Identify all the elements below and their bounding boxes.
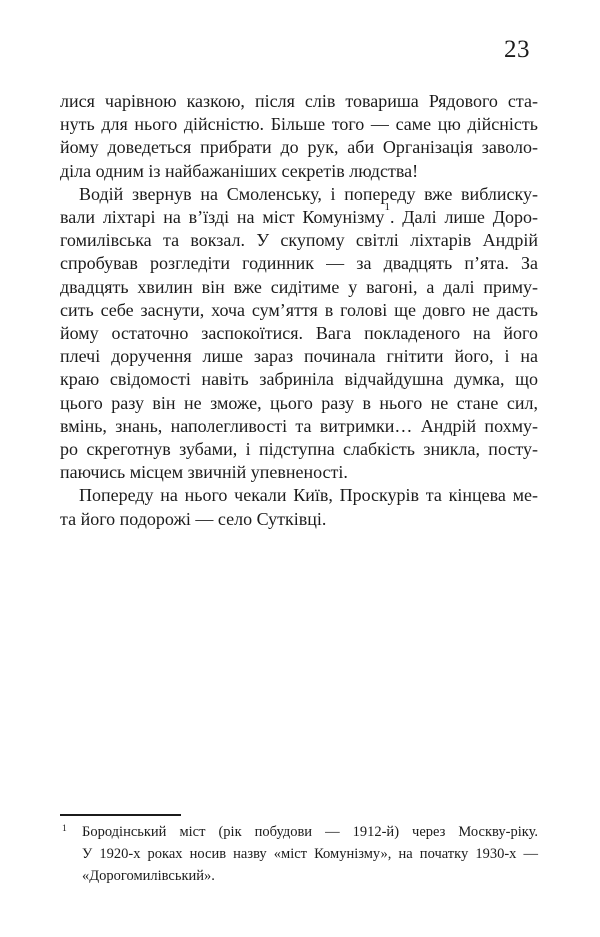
paragraph (60, 183, 538, 485)
footnote-line: Бородінський міст (рік побудови — 1912-й) через Москву-ріку. (82, 823, 538, 840)
text-line: сить себе заснути, хоча сум’яття в голові ще довго не дасть (60, 299, 538, 320)
text-line: спробував розгледіти годинник — за двадцять п’ята. За (60, 253, 538, 274)
footnote-line: «Дорогомилівський». (82, 867, 215, 884)
text-segment: . Далі лише Доро- (389, 207, 538, 228)
footnote-text (60, 821, 538, 887)
text-line: плечі доручення лише зараз починала гнітити його, і на (60, 346, 538, 367)
text-line: Водій звернув на Смоленську, і попереду вже виблиску- (79, 183, 538, 204)
text-segment: вали ліхтарі на в’їзді на міст Комунізму (60, 207, 385, 228)
text-line: краю свідомості навіть забриніла відчайдушна думка, що (60, 369, 538, 390)
paragraph (60, 484, 538, 530)
footnote-line: У 1920-х роках носив назву «міст Комунізму», на початку 1930-х — (82, 845, 538, 862)
text-line: двадцять хвилин він вже сидітиме у вагоні, а далі приму- (60, 276, 538, 297)
text-line: цього разу він не зможе, цього разу в нього не стане сил, (60, 392, 538, 413)
footnote-marker: 1 (62, 823, 67, 834)
text-line: ро скреготнув зубами, і підступна слабкість зникла, посту- (60, 439, 538, 460)
text-line: нуть для нього дійсністю. Більше того — саме цю дійсність (60, 114, 538, 135)
text-line: йому доведеться прибрати до рук, аби Організація заволо- (60, 137, 538, 158)
text-line: лися чарівною казкою, після слів товариша Рядового ста- (60, 91, 538, 111)
page-number: 23 (504, 36, 530, 63)
text-line: діла одним із найбажаніших секретів людства! (60, 160, 419, 181)
text-line: вмінь, знань, наполегливості та витримки… Андрій похму- (60, 415, 538, 436)
footnote-divider (60, 814, 181, 816)
footnote-reference: 1 (384, 200, 390, 213)
text-line: та його подорожі — село Сутківці. (60, 508, 327, 529)
page-body (60, 90, 538, 531)
text-line-with-footnote-ref (60, 200, 538, 229)
text-line: паючись місцем звичній упевненості. (60, 462, 348, 483)
paragraph (60, 90, 538, 183)
text-line: гомилівська та вокзал. У скупому світлі ліхтарів Андрій (60, 230, 538, 251)
footnote (60, 814, 538, 887)
text-line: йому остаточно заспокоїтися. Вага покладеного на його (60, 323, 538, 344)
text-line: Попереду на нього чекали Київ, Проскурів та кінцева ме- (79, 485, 538, 506)
